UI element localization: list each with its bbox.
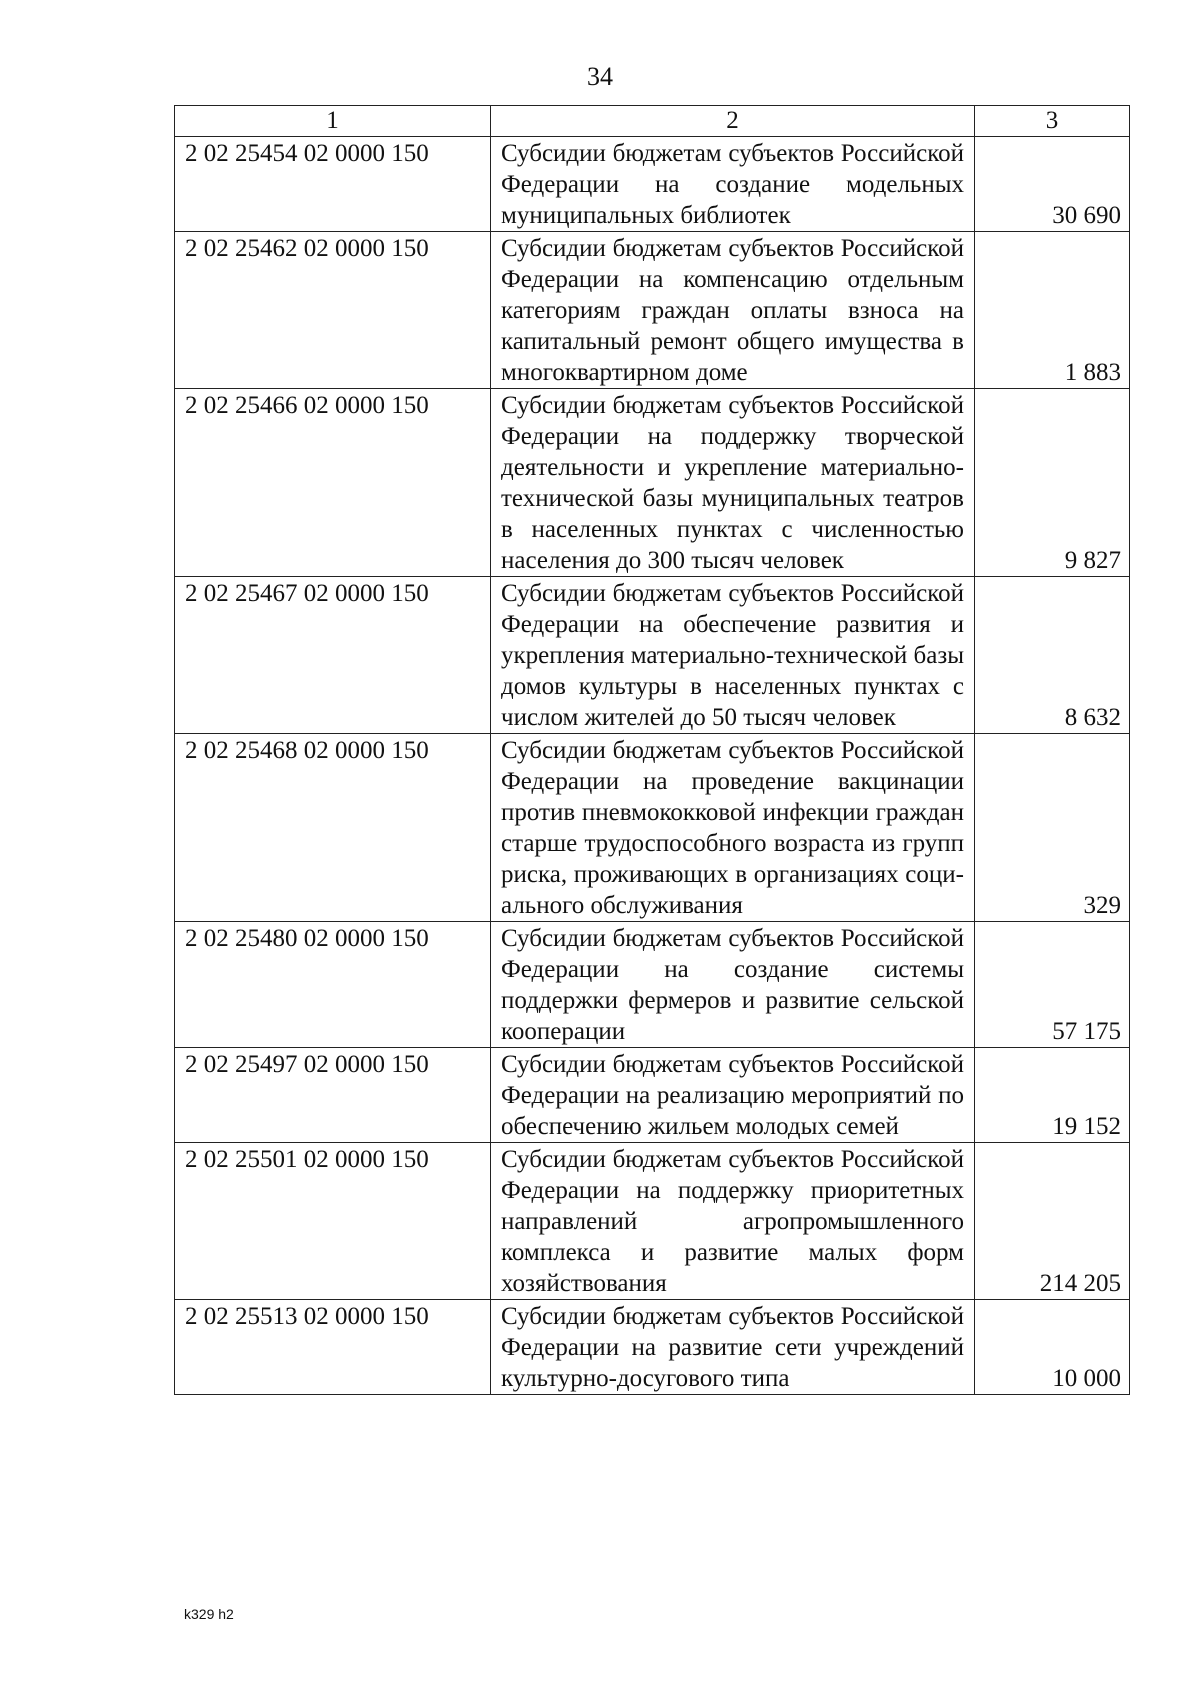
column-header-3: 3 bbox=[975, 106, 1130, 137]
budget-code-cell: 2 02 25467 02 0000 150 bbox=[175, 577, 491, 734]
amount-cell: 19 152 bbox=[975, 1048, 1130, 1143]
amount-cell: 8 632 bbox=[975, 577, 1130, 734]
description-cell: Субсидии бюджетам субъектов Российской Федерации на реализацию мероприятий по обеспечению жильем молодых семей bbox=[491, 1048, 975, 1143]
table-row bbox=[175, 1300, 1130, 1395]
footer-code: k329 h2 bbox=[184, 1606, 234, 1622]
budget-code-cell: 2 02 25501 02 0000 150 bbox=[175, 1143, 491, 1300]
description-cell: Субсидии бюджетам субъектов Российской Федерации на поддержку приоритетных направлений агропромышленного комплекса и развитие малых форм хозяйствования bbox=[491, 1143, 975, 1300]
column-header-2: 2 bbox=[491, 106, 975, 137]
amount-cell: 9 827 bbox=[975, 389, 1130, 577]
description-cell: Субсидии бюджетам субъектов Российской Федерации на развитие сети учреждений культурно-досугового типа bbox=[491, 1300, 975, 1395]
table-row bbox=[175, 734, 1130, 922]
description-cell: Субсидии бюджетам субъектов Российской Федерации на обеспечение развития и укрепления материально-технической базы домов культуры в населенных пунктах с числом жителей до 50 тысяч человек bbox=[491, 577, 975, 734]
table-row bbox=[175, 232, 1130, 389]
table-row bbox=[175, 922, 1130, 1048]
amount-cell: 329 bbox=[975, 734, 1130, 922]
table-row bbox=[175, 1048, 1130, 1143]
budget-code-cell: 2 02 25454 02 0000 150 bbox=[175, 137, 491, 232]
amount-cell: 30 690 bbox=[975, 137, 1130, 232]
description-cell: Субсидии бюджетам субъектов Российской Федерации на поддержку творческой деятельности и укрепление материально-технической базы муниципальных театров в населенных пунктах с численностью населения до 300 тысяч человек bbox=[491, 389, 975, 577]
table-row bbox=[175, 577, 1130, 734]
header-row bbox=[175, 106, 1130, 137]
budget-code-cell: 2 02 25480 02 0000 150 bbox=[175, 922, 491, 1048]
amount-cell: 10 000 bbox=[975, 1300, 1130, 1395]
column-header-1: 1 bbox=[175, 106, 491, 137]
page-number: 34 bbox=[587, 62, 613, 91]
table-row bbox=[175, 137, 1130, 232]
budget-code-cell: 2 02 25468 02 0000 150 bbox=[175, 734, 491, 922]
budget-table bbox=[174, 105, 1130, 1395]
budget-code-cell: 2 02 25466 02 0000 150 bbox=[175, 389, 491, 577]
table-row bbox=[175, 389, 1130, 577]
amount-cell: 57 175 bbox=[975, 922, 1130, 1048]
description-cell: Субсидии бюджетам субъектов Российской Федерации на компенсацию отдельным категориям граждан оплаты взноса на капитальный ремонт общего имущества в многоквартирном доме bbox=[491, 232, 975, 389]
table-row bbox=[175, 1143, 1130, 1300]
description-cell: Субсидии бюджетам субъектов Российской Федерации на проведение вакцинации против пневмококковой инфекции граждан старше трудоспособного возраста из групп риска, проживающих в организациях социального обслуживания bbox=[491, 734, 975, 922]
amount-cell: 214 205 bbox=[975, 1143, 1130, 1300]
budget-code-cell: 2 02 25462 02 0000 150 bbox=[175, 232, 491, 389]
amount-cell: 1 883 bbox=[975, 232, 1130, 389]
description-cell: Субсидии бюджетам субъектов Российской Федерации на создание модельных муниципальных библиотек bbox=[491, 137, 975, 232]
budget-code-cell: 2 02 25513 02 0000 150 bbox=[175, 1300, 491, 1395]
description-cell: Субсидии бюджетам субъектов Российской Федерации на создание системы поддержки фермеров и развитие сельской кооперации bbox=[491, 922, 975, 1048]
budget-code-cell: 2 02 25497 02 0000 150 bbox=[175, 1048, 491, 1143]
